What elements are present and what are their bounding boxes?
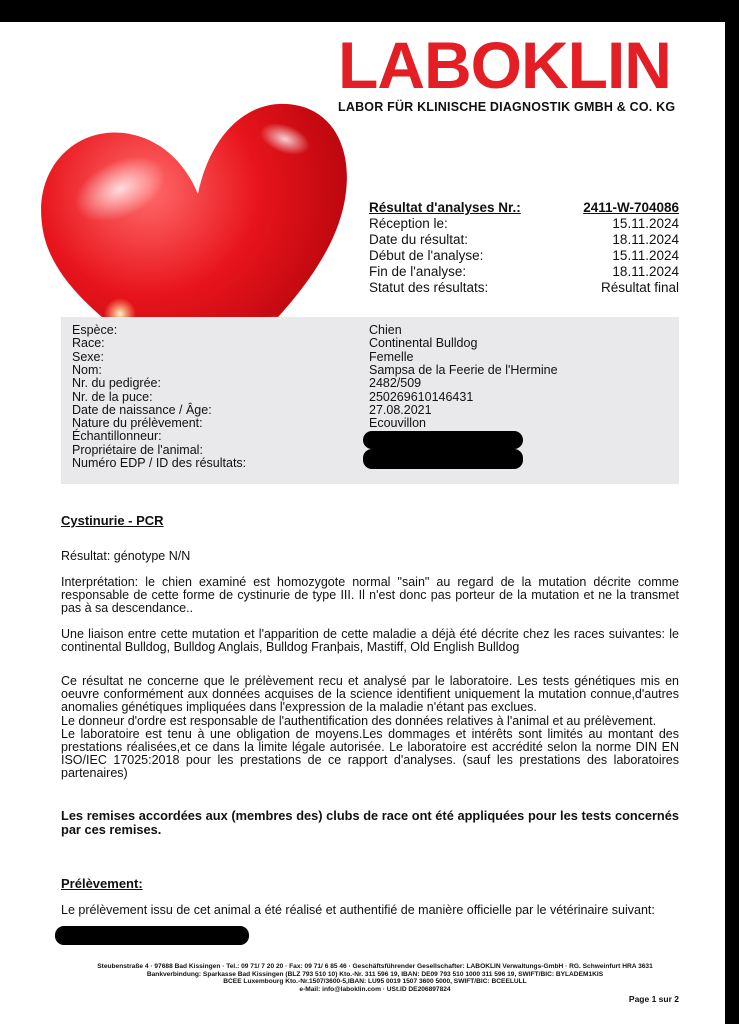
results-row bbox=[369, 280, 679, 296]
test-result: Résultat: génotype N/N bbox=[61, 549, 191, 563]
results-row bbox=[369, 216, 679, 232]
results-row-value: 15.11.2024 bbox=[612, 248, 679, 263]
animal-info-value: 2482/509 bbox=[369, 376, 422, 391]
results-number-value: 2411-W-704086 bbox=[583, 200, 679, 215]
disclaimer-paragraph: Le laboratoire est tenu à une obligation de moyens.Les dommages et intérêts sont limités au montant des prestations réalisées,et ce dans la limite légale autorisée. Le laboratoire est accrédité selon la norme DIN EN ISO/IEC 17025:2018 pour les prestations de ce rapport d'analyses. (sauf les prestations des laboratoires partenaires) bbox=[61, 726, 679, 781]
laboklin-logo bbox=[338, 28, 690, 114]
test-title: Cystinurie - PCR bbox=[61, 513, 164, 528]
animal-info-label: Nature du prélèvement: bbox=[72, 416, 203, 431]
animal-info-label: Nr. du pedigrée: bbox=[72, 376, 161, 391]
results-summary bbox=[369, 200, 679, 296]
footer-line: Bankverbindung: Sparkasse Bad Kissingen (BLZ 793 510 10) Kto.-Nr. 311 596 19, IBAN: DE09 793 510 1000 311 596 19, SWIFT/BIC: BYLADEM1KIS bbox=[146, 970, 604, 978]
results-row-label: Réception le: bbox=[369, 216, 448, 231]
results-row bbox=[369, 264, 679, 280]
animal-info-label: Date de naissance / Âge: bbox=[72, 402, 212, 417]
scan-edge-top bbox=[0, 0, 739, 22]
interpretation-text: Interprétation: le chien examiné est homozygote normal "sain" au regard de la mutation décrite comme responsable de cette forme de cystinurie de type III. Il n'est donc pas porteur de la mutation et ne la transmet pas à sa descendance.. bbox=[61, 575, 679, 616]
disclaimer-paragraph: Ce résultat ne concerne que le prélèvement recu et analysé par le laboratoire. Les tests génétiques mis en oeuvre conformément aux données acquises de la science identifient uniquement la mutation connue,d'autres anomalies génétiques impliquées dans l'expression de la maladie n'étant pas exclues. bbox=[61, 674, 679, 715]
discount-note: Les remises accordées aux (membres des) clubs de race ont été appliquées pour les tests concernés par ces remises. bbox=[61, 808, 679, 837]
footer-line: BCEE Luxembourg Kto.-Nr.1507/3600-5,IBAN: LU95 0019 1507 3600 5000, SWIFT/BIC: BCEELULL bbox=[223, 978, 527, 986]
animal-info-value: Sampsa de la Feerie de l'Hermine bbox=[369, 362, 558, 377]
results-header bbox=[369, 200, 679, 216]
breeds-text: Une liaison entre cette mutation et l'apparition de cette maladie a déjà été décrite chez les races suivantes: le continental Bulldog, Bulldog Anglais, Bulldog Franþais, Mastiff, Old English Bulldog bbox=[61, 627, 679, 655]
animal-info-label: Nom: bbox=[72, 362, 102, 377]
document-page bbox=[0, 22, 725, 1024]
results-row-value: 18.11.2024 bbox=[612, 232, 679, 247]
animal-info-label: Nr. de la puce: bbox=[72, 389, 153, 404]
results-row-label: Date du résultat: bbox=[369, 232, 469, 247]
animal-info-value: Femelle bbox=[369, 349, 414, 364]
prelevement-text: Le prélèvement issu de cet animal a été réalisé et authentifié de manière officielle par le vétérinaire suivant: bbox=[61, 903, 655, 917]
redaction-bar bbox=[363, 449, 523, 469]
logo-subtitle: LABOR FÜR KLINISCHE DIAGNOSTIK GMBH & CO. KG bbox=[338, 100, 676, 114]
animal-info-label: Sexe: bbox=[72, 349, 104, 364]
results-row-label: Début de l'analyse: bbox=[369, 248, 484, 263]
results-row-label: Statut des résultats: bbox=[369, 280, 489, 295]
prelevement-title: Prélèvement: bbox=[61, 876, 143, 891]
results-row bbox=[369, 248, 679, 264]
animal-info-label: Race: bbox=[72, 336, 105, 351]
animal-info-box bbox=[61, 317, 679, 484]
results-row-value: 18.11.2024 bbox=[612, 264, 679, 279]
animal-info-value: Chien bbox=[369, 323, 402, 337]
animal-info-value: Ecouvillon bbox=[369, 416, 426, 431]
results-row-value: 15.11.2024 bbox=[612, 216, 679, 231]
animal-info-value: 27.08.2021 bbox=[369, 402, 432, 417]
scan-edge-right bbox=[725, 0, 739, 1024]
results-row-label: Fin de l'analyse: bbox=[369, 264, 467, 279]
results-number-label: Résultat d'analyses Nr.: bbox=[369, 200, 521, 215]
footer-line: Steubenstraße 4 · 97688 Bad Kissingen · Tel.: 09 71/ 7 20 20 · Fax: 09 71/ 6 85 46 · Geschäftsführender Gesellschafter: LABOKLIN Verwaltungs-GmbH · RG. Schweinfurt HRA 3631 bbox=[97, 963, 653, 970]
animal-info-label: Numéro EDP / ID des résultats: bbox=[72, 456, 247, 470]
redaction-bar bbox=[55, 926, 249, 945]
disclaimer-paragraph: Le donneur d'ordre est responsable de l'authentification des données relatives à l'animal et au prélèvement. bbox=[61, 713, 657, 728]
animal-info-value: Continental Bulldog bbox=[369, 336, 478, 351]
results-row-value: Résultat final bbox=[600, 280, 679, 295]
footer bbox=[40, 963, 710, 993]
animal-info-label: Propriétaire de l'animal: bbox=[72, 442, 203, 457]
disclaimer-text bbox=[61, 675, 679, 781]
results-row bbox=[369, 232, 679, 248]
logo-brand: LABOKLIN bbox=[338, 28, 671, 102]
redaction-bar bbox=[363, 431, 523, 449]
animal-info-label: Échantillonneur: bbox=[72, 429, 162, 444]
animal-info-value: 250269610146431 bbox=[369, 389, 474, 404]
animal-info-label: Espèce: bbox=[72, 323, 118, 337]
footer-line: e-Mail: info@laboklin.com · USt.ID DE206897824 bbox=[299, 985, 451, 993]
page-number: Page 1 sur 2 bbox=[628, 994, 679, 1004]
